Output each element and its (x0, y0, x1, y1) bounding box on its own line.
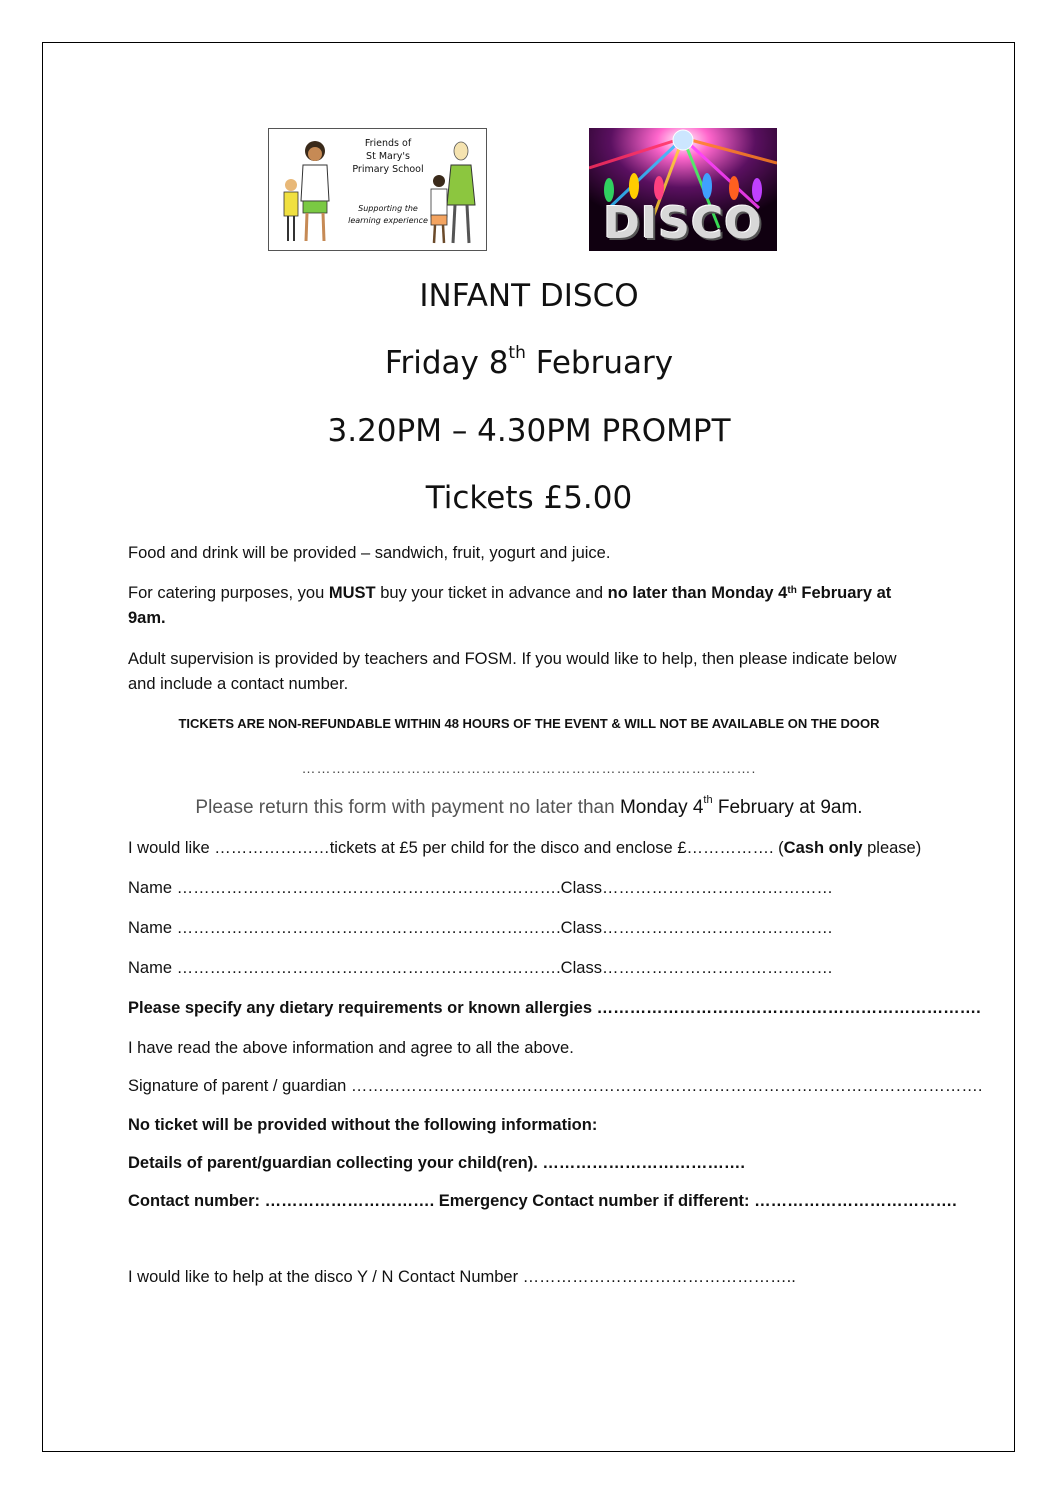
event-date-month: February (525, 345, 674, 381)
fosm-tagline (345, 203, 431, 227)
child-name-line-1[interactable]: Name …………………………………………………………….Class…………………………………… (128, 879, 833, 897)
food-info: Food and drink will be provided – sandwich, fruit, yogurt and juice. (128, 544, 611, 562)
catering-text-1: For catering purposes, you (128, 584, 329, 602)
event-title: INFANT DISCO (419, 278, 639, 314)
return-deadline-2: February at 9am. (712, 797, 863, 818)
fosm-tagline1: Supporting the (358, 204, 418, 213)
return-instructions (0, 794, 1058, 819)
cut-line: ………………………………………………………………………………. (301, 760, 757, 776)
fosm-line2: St Mary's (366, 151, 410, 162)
contact-number-line[interactable]: Contact number: …………………………. Emergency Contact number if different: ………………………………. (128, 1192, 957, 1210)
event-date-suffix: th (508, 343, 526, 363)
non-refundable-notice: TICKETS ARE NON-REFUNDABLE WITHIN 48 HOURS OF THE EVENT & WILL NOT BE AVAILABLE ON THE DOOR (178, 716, 880, 731)
fosm-line1: Friends of (364, 138, 412, 149)
cash-only: Cash only (783, 839, 863, 857)
catering-text-2: buy your ticket in advance and (375, 584, 608, 602)
child-name-line-2[interactable]: Name …………………………………………………………….Class…………………………………… (128, 919, 833, 937)
event-date (0, 345, 1058, 381)
required-info-notice: No ticket will be provided without the following information: (128, 1116, 598, 1134)
fosm-logo (268, 128, 487, 251)
return-deadline-suffix: th (703, 794, 713, 806)
child-name-line-3[interactable]: Name …………………………………………………………….Class…………………………………… (128, 959, 833, 977)
catering-deadline-2: February at 9am. (128, 584, 892, 627)
fosm-line3: Primary School (352, 164, 424, 175)
ticket-quantity-text: I would like …………………tickets at £5 per child for the disco and enclose £……………. ( (128, 839, 784, 857)
ticket-price: Tickets £5.00 (425, 480, 633, 516)
adult-supervision-info: Adult supervision is provided by teachers and FOSM. If you would like to help, then please indicate below and include a contact number. (128, 650, 897, 693)
disco-word: DISCO (603, 198, 763, 249)
disco-image (589, 128, 777, 251)
signature-line[interactable]: Signature of parent / guardian ……………………………………………………………………………………………………. (128, 1077, 983, 1095)
event-date-day: Friday 8 (384, 345, 509, 381)
fosm-tagline2: learning experience (348, 216, 428, 225)
ticket-quantity-line[interactable] (128, 839, 921, 858)
return-text: Please return this form with payment no later than (195, 797, 620, 818)
event-time: 3.20PM – 4.30PM PROMPT (327, 413, 731, 449)
catering-deadline-suffix: th (787, 585, 797, 596)
catering-deadline: no later than Monday 4 (607, 584, 788, 602)
catering-must: MUST (328, 584, 376, 602)
help-volunteer-line[interactable]: I would like to help at the disco Y / N Contact Number ………………………………………….. (128, 1268, 796, 1286)
dietary-requirements-line[interactable]: Please specify any dietary requirements or known allergies ……………………………………………………………. (128, 999, 981, 1017)
return-deadline: Monday 4 (619, 797, 704, 818)
catering-info (128, 581, 928, 631)
fosm-logo-text (347, 137, 429, 176)
collector-details-line[interactable]: Details of parent/guardian collecting your child(ren). ………………………………. (128, 1154, 745, 1172)
agreement-statement: I have read the above information and agree to all the above. (128, 1039, 574, 1057)
ticket-quantity-end: please) (862, 839, 922, 857)
page-border (42, 42, 1015, 1452)
